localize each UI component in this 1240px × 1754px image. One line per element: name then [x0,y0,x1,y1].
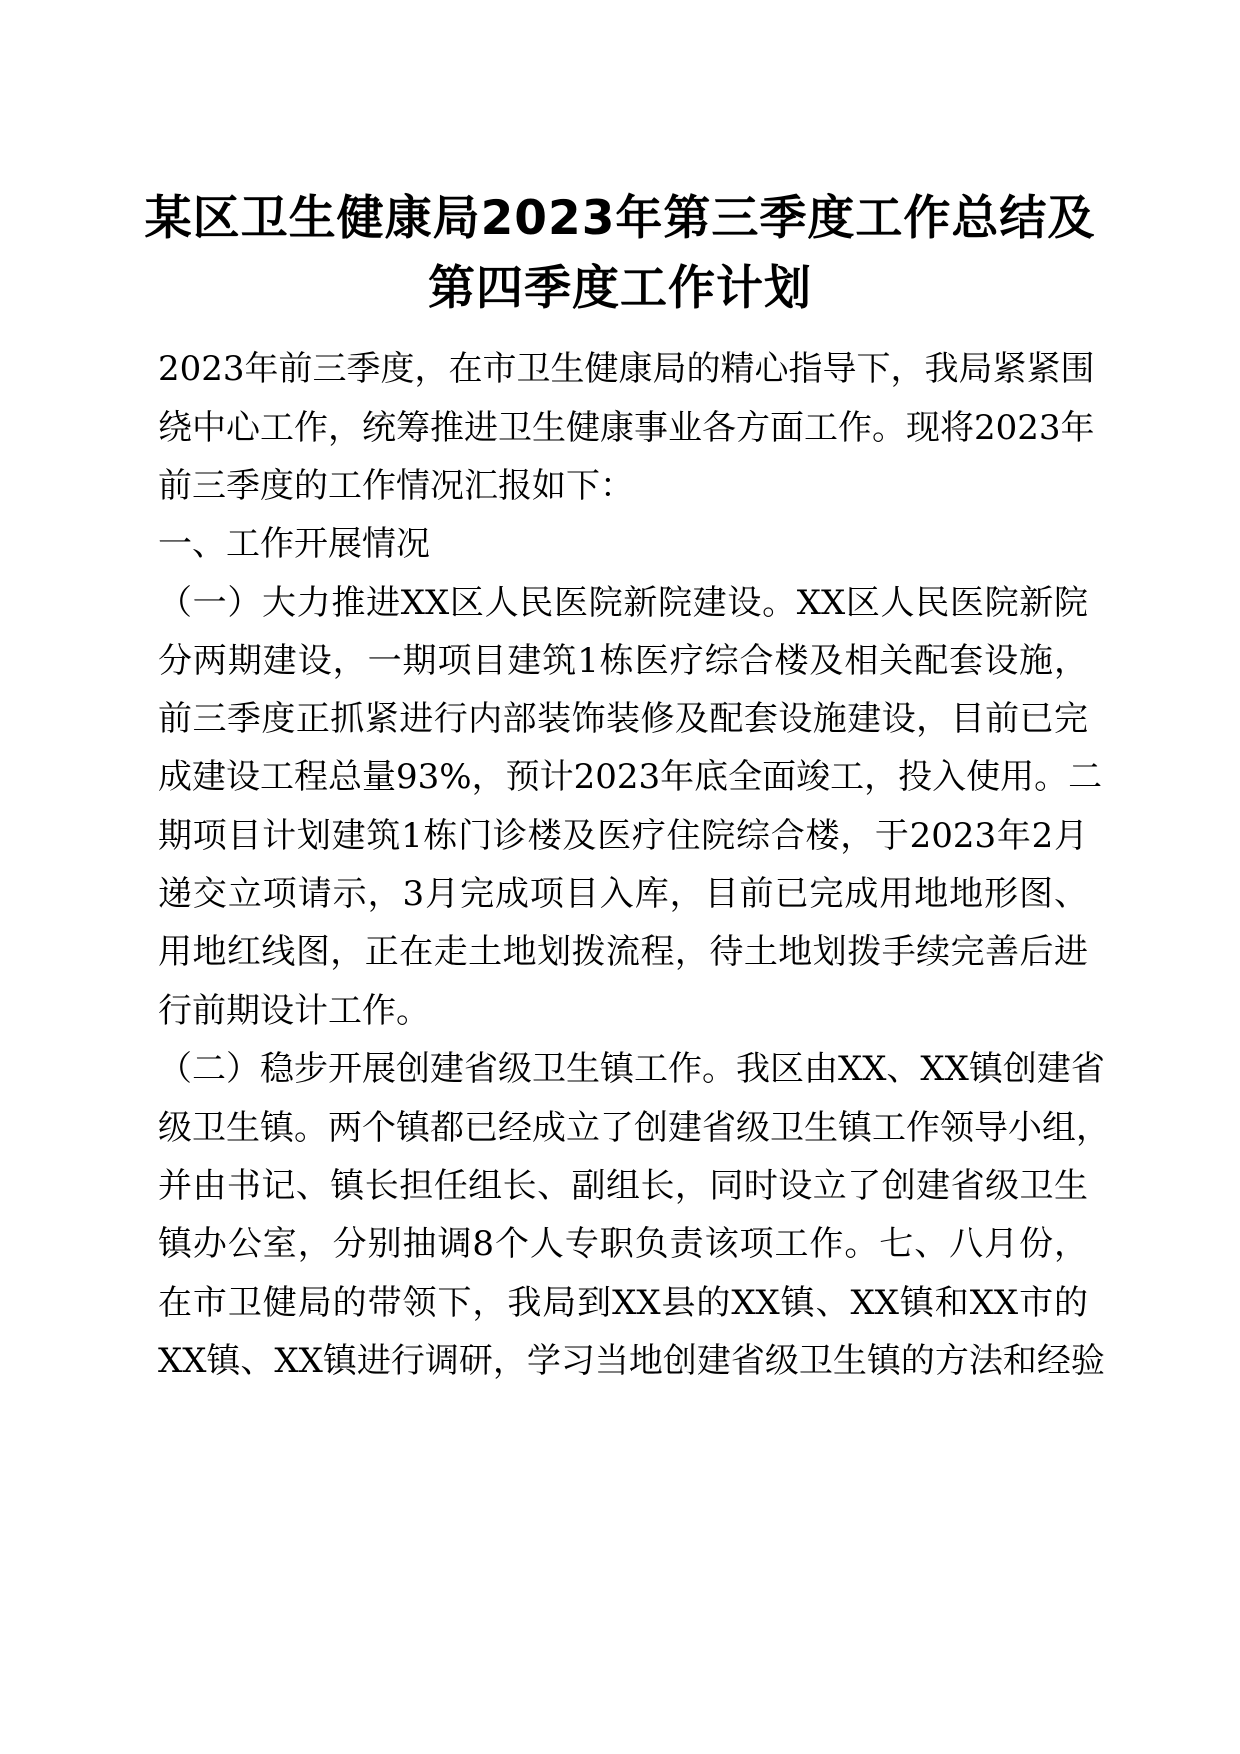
body-text-line: 级卫生镇。两个镇都已经成立了创建省级卫生镇工作领导小组， [158,1108,1110,1148]
body-text-line: （二）稳步开展创建省级卫生镇工作。我区由XX、XX镇创建省 [158,1049,1105,1089]
body-text-line: 前三季度正抓紧进行内部装饰装修及配套设施建设，目前已完 [158,699,1088,739]
body-text-line: 递交立项请示，3月完成项目入库，目前已完成用地地形图、 [158,874,1088,914]
body-text-line: 在市卫健局的带领下，我局到XX县的XX镇、XX镇和XX市的 [158,1283,1088,1323]
body-text-line: 成建设工程总量93%，预计2023年底全面竣工，投入使用。二 [158,757,1103,797]
body-text-line: 镇办公室，分别抽调8个人专职负责该项工作。七、八月份， [158,1224,1088,1264]
body-text-line: XX镇、XX镇进行调研，学习当地创建省级卫生镇的方法和经验 [158,1341,1105,1381]
body-text-line: （一）大力推进XX区人民医院新院建设。XX区人民医院新院 [158,583,1088,623]
section-heading: 一、工作开展情况 [158,524,430,564]
body-text-line: 前三季度的工作情况汇报如下： [158,466,634,506]
document-title-line-1: 某区卫生健康局2023年第三季度工作总结及 [144,191,1096,246]
body-text-line: 分两期建设，一期项目建筑1栋医疗综合楼及相关配套设施， [158,641,1088,681]
body-text-line: 绕中心工作，统筹推进卫生健康事业各方面工作。现将2023年 [158,408,1095,448]
body-text-line: 并由书记、镇长担任组长、副组长，同时设立了创建省级卫生 [158,1166,1088,1206]
body-text-line: 用地红线图，正在走土地划拨流程，待土地划拨手续完善后进 [158,932,1088,972]
body-text-line: 期项目计划建筑1栋门诊楼及医疗住院综合楼，于2023年2月 [158,816,1088,856]
document-title-line-2: 第四季度工作计划 [428,261,812,316]
body-text-line: 行前期设计工作。 [158,991,430,1031]
body-text-line: 2023年前三季度，在市卫生健康局的精心指导下，我局紧紧围 [158,349,1095,389]
